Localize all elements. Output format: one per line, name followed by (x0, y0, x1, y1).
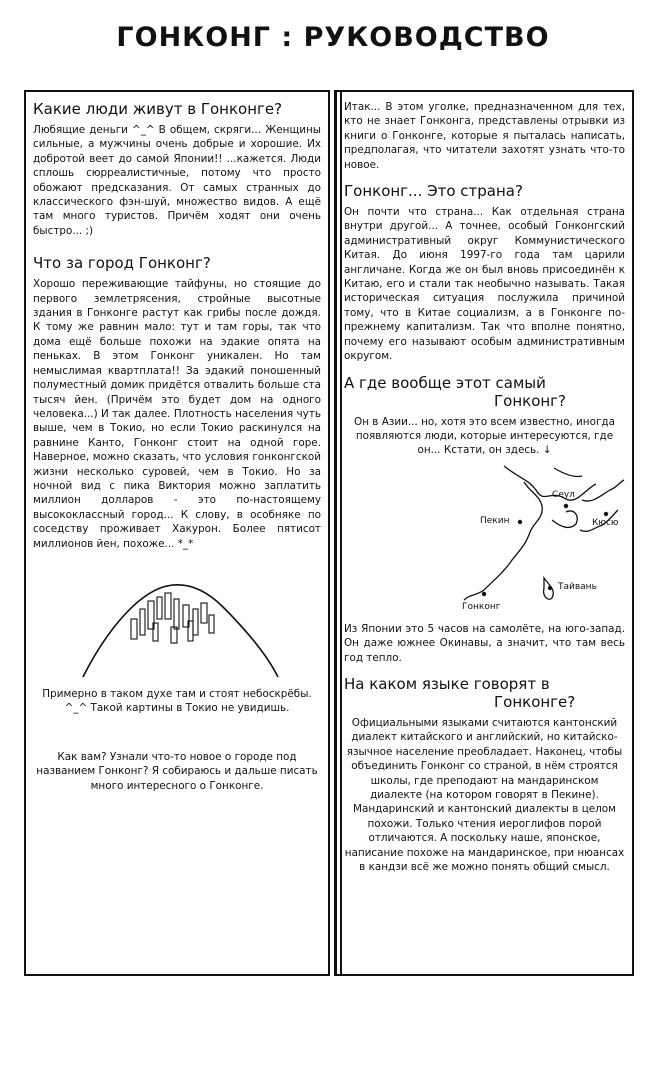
skyscraper-mountain-icon (33, 557, 323, 679)
intro-text: Итак... В этом уголке, предназначенном для тех, кто не знает Гонконга, представлены отрывки из книги о Гонконге, которые я пыталась написать, предполагая, что читатели захотят узнать что-то новое. (344, 101, 625, 171)
section-text-who-lives: Любящие деньги ^_^ В общем, скряги... Женщины сильные, а мужчины очень добрые и хорошие. Их добротой веет до самой Японии!! ...кажется. Люди сплошь сюрреалистичные, потому что просто обожают предсказания. От самых странных до классического фэн-шуй, множество видов. А ещё там много туристов. Причём ходят они очень быстро... ;) (33, 124, 321, 237)
asia-map-icon (344, 460, 628, 618)
section-heading-who-lives: Какие люди живут в Гонконге? (33, 100, 283, 118)
section-text-what-city: Хорошо переживающие тайфуны, но стоящие до первого землетрясения, стройные высотные здания в Гонконге растут как грибы после дождя. К тому же равнин мало: тут и там горы, так что дома ещё больше похожи на эдакие опята на пеньках. В этом Гонконг уникален. Но там немыслимая квартплата!! За эдакий поношенный полуместный домик придётся отвалить больше ста тысяч йен. (Причём это будет дом на одного человека...) И так далее. Плотность населения чуть выше, чем в Токио, но если Токио раскинулся на равнине Канто, Гонконг стоит на одной горе. Наверное, можно сказать, что условия гонконгской жизни несколько суровей, чем в Токио. Но за ночной вид с пика Виктория можно заплатить миллион долларов - это по-настоящему высококлассный город... К слову, в особняке по соседству проживает Хакурон. Более пятисот миллионов йен, похоже... *_* (33, 278, 321, 550)
map-label-taiwan: Тайвань (558, 581, 597, 592)
section-text-where: Он в Азии... но, хотя это всем известно, иногда появляются люди, которые интересуются, где он... Кстати, он здесь. ↓ (354, 415, 615, 457)
section-heading-where-line2: Гонконг? (494, 391, 567, 410)
section-heading-where (344, 374, 625, 410)
mountain-caption: Примерно в таком духе там и стоят небоскрёбы. ^_^ Такой картины в Токио не увидишь. (42, 687, 312, 715)
section-heading-language-line1: На каком языке говорят в (344, 674, 550, 693)
map-label-beijing: Пекин (480, 515, 510, 526)
section-heading-language-line2: Гонконге? (494, 692, 576, 711)
section-text-country: Он почти что страна... Как отдельная страна внутри другой... А точнее, особый Гонконгский административный округ Коммунистического Китая. До июня 1997-го года там царили англичане. Когда же он был вновь присоединён к Китаю, его и стали так необычно называть. Такая историческая ситуация послужила причиной тому, что в Китае социализм, а в Гонконге по-прежнему капитализм. Так что вполне понятно, почему его называют особым административным округом. (344, 206, 625, 363)
map-label-seoul: Сеул (552, 489, 575, 500)
right-column (334, 90, 634, 976)
page-title: ГОНКОНГ : РУКОВОДСТВО (116, 22, 550, 53)
map-label-kyushu: Кюсю (592, 517, 619, 528)
section-heading-where-line1: А где вообще этот самый (344, 373, 546, 392)
section-heading-what-city: Что за город Гонконг? (33, 254, 211, 273)
section-heading-language (344, 675, 625, 711)
closing-text: Как вам? Узнали что-то новое о городе под названием Гонконг? Я собираюсь и дальше писать много интересного о Гонконге. (36, 750, 318, 792)
section-text-language: Официальными языками считаются кантонский диалект китайского и английский, но китайско-язычное население преобладает. Наконец, чтобы объединить Гонконг со страной, в нём строятся школы, где преподают на мандаринском диалекте (на котором говорят в Пекине). Мандаринский и кантонский диалекты в целом похожи. Только чтения иероглифов порой отличаются. А поскольку наше, японское, написание похоже на мандаринское, при нюансах в кандзи всё же можно понять общий смысл. (344, 716, 625, 873)
section-heading-country: Гонконг... Это страна? (344, 182, 523, 201)
left-column (24, 90, 330, 976)
asia-map (344, 460, 625, 618)
map-label-hongkong: Гонконг (462, 601, 501, 612)
mountain-drawing (33, 557, 321, 679)
section-text-flight: Из Японии это 5 часов на самолёте, на юго-запад. Он даже южнее Окинавы, а значит, что там весь год тепло. (344, 622, 625, 664)
